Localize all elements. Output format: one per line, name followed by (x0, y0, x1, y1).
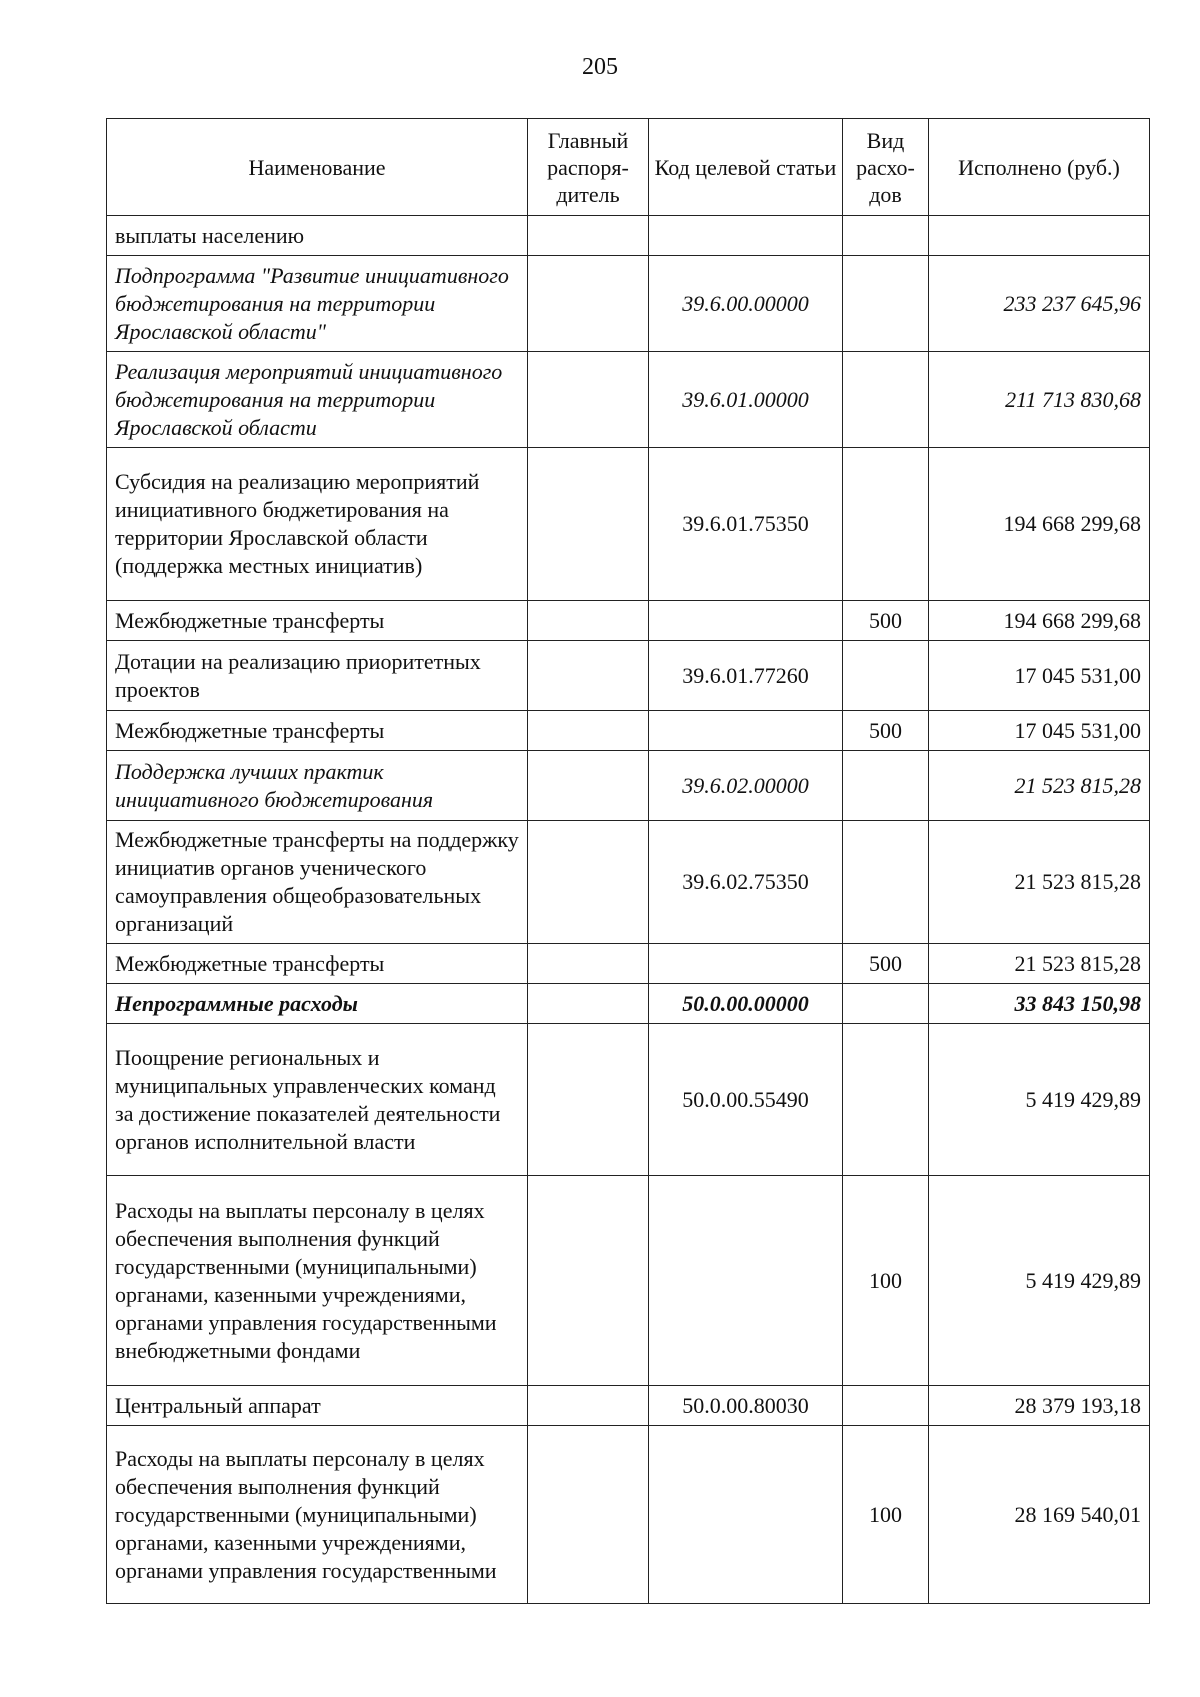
row-kind (843, 821, 929, 944)
row-dispatcher (528, 1176, 649, 1386)
row-code: 39.6.02.00000 (649, 751, 843, 821)
row-name: Центральный аппарат (107, 1386, 528, 1426)
row-kind (843, 352, 929, 448)
row-code: 39.6.01.77260 (649, 641, 843, 711)
page-number: 205 (582, 54, 618, 80)
table-row (107, 352, 1150, 448)
row-code (649, 601, 843, 641)
table-row (107, 984, 1150, 1024)
row-kind: 500 (843, 601, 929, 641)
table-row (107, 711, 1150, 751)
row-code (649, 711, 843, 751)
table-row (107, 256, 1150, 352)
row-dispatcher (528, 256, 649, 352)
table-row (107, 944, 1150, 984)
table-row (107, 601, 1150, 641)
table-row (107, 1024, 1150, 1176)
row-sum: 194 668 299,68 (929, 601, 1150, 641)
row-name: Поощрение региональных и муниципальных управленческих команд за достижение показателей деятельности органов исполнительной власти (107, 1024, 528, 1176)
header-sum: Исполнено (руб.) (929, 119, 1150, 216)
row-kind (843, 256, 929, 352)
row-kind (843, 751, 929, 821)
table-row (107, 448, 1150, 601)
budget-table (106, 118, 1150, 1604)
row-dispatcher (528, 601, 649, 641)
row-name: Расходы на выплаты персоналу в целях обеспечения выполнения функций государственными (муниципальными) органами, казенными учреждениями, органами управления государственными внебюджетными фондами (107, 1176, 528, 1386)
row-sum: 211 713 830,68 (929, 352, 1150, 448)
row-sum: 17 045 531,00 (929, 711, 1150, 751)
row-dispatcher (528, 1024, 649, 1176)
row-sum: 233 237 645,96 (929, 256, 1150, 352)
row-dispatcher (528, 984, 649, 1024)
row-sum: 28 379 193,18 (929, 1386, 1150, 1426)
row-name: выплаты населению (107, 216, 528, 256)
row-kind: 100 (843, 1176, 929, 1386)
row-kind (843, 1024, 929, 1176)
row-name: Субсидия на реализацию мероприятий инициативного бюджетирования на территории Ярославской области (поддержка местных инициатив) (107, 448, 528, 601)
row-sum (929, 216, 1150, 256)
row-dispatcher (528, 1426, 649, 1604)
row-name: Межбюджетные трансферты (107, 711, 528, 751)
row-dispatcher (528, 216, 649, 256)
row-sum: 5 419 429,89 (929, 1024, 1150, 1176)
row-sum: 5 419 429,89 (929, 1176, 1150, 1386)
row-code (649, 1176, 843, 1386)
row-sum: 21 523 815,28 (929, 751, 1150, 821)
row-name: Межбюджетные трансферты (107, 944, 528, 984)
row-code (649, 216, 843, 256)
row-dispatcher (528, 751, 649, 821)
table-row (107, 216, 1150, 256)
row-sum: 21 523 815,28 (929, 944, 1150, 984)
table-row (107, 1426, 1150, 1604)
row-sum: 21 523 815,28 (929, 821, 1150, 944)
row-kind: 500 (843, 711, 929, 751)
header-code: Код целевой статьи (649, 119, 843, 216)
table-row (107, 641, 1150, 711)
row-kind (843, 216, 929, 256)
row-name: Межбюджетные трансферты на поддержку инициатив органов ученического самоуправления общеобразовательных организаций (107, 821, 528, 944)
row-dispatcher (528, 821, 649, 944)
header-kind: Вид расхо-дов (843, 119, 929, 216)
row-dispatcher (528, 448, 649, 601)
row-dispatcher (528, 352, 649, 448)
row-code: 50.0.00.00000 (649, 984, 843, 1024)
row-name: Реализация мероприятий инициативного бюджетирования на территории Ярославской области (107, 352, 528, 448)
table-row (107, 1176, 1150, 1386)
row-kind (843, 448, 929, 601)
table-row (107, 1386, 1150, 1426)
table-row (107, 821, 1150, 944)
row-sum: 33 843 150,98 (929, 984, 1150, 1024)
row-name: Поддержка лучших практик инициативного бюджетирования (107, 751, 528, 821)
row-sum: 17 045 531,00 (929, 641, 1150, 711)
row-name: Подпрограмма "Развитие инициативного бюджетирования на территории Ярославской области" (107, 256, 528, 352)
row-code: 50.0.00.80030 (649, 1386, 843, 1426)
row-kind (843, 641, 929, 711)
row-dispatcher (528, 641, 649, 711)
row-code: 39.6.01.75350 (649, 448, 843, 601)
row-dispatcher (528, 1386, 649, 1426)
row-code: 39.6.01.00000 (649, 352, 843, 448)
table-header-row (107, 119, 1150, 216)
row-kind: 500 (843, 944, 929, 984)
row-code: 39.6.00.00000 (649, 256, 843, 352)
row-name: Непрограммные расходы (107, 984, 528, 1024)
row-name: Расходы на выплаты персоналу в целях обеспечения выполнения функций государственными (муниципальными) органами, казенными учреждениями, органами управления государственными (107, 1426, 528, 1604)
row-code (649, 1426, 843, 1604)
row-code: 39.6.02.75350 (649, 821, 843, 944)
row-kind: 100 (843, 1426, 929, 1604)
row-name: Межбюджетные трансферты (107, 601, 528, 641)
row-sum: 194 668 299,68 (929, 448, 1150, 601)
row-code: 50.0.00.55490 (649, 1024, 843, 1176)
row-kind (843, 1386, 929, 1426)
row-dispatcher (528, 711, 649, 751)
row-sum: 28 169 540,01 (929, 1426, 1150, 1604)
row-name: Дотации на реализацию приоритетных проектов (107, 641, 528, 711)
row-kind (843, 984, 929, 1024)
row-dispatcher (528, 944, 649, 984)
row-code (649, 944, 843, 984)
header-name: Наименование (107, 119, 528, 216)
table-row (107, 751, 1150, 821)
header-dispatcher: Главный распоря-дитель (528, 119, 649, 216)
